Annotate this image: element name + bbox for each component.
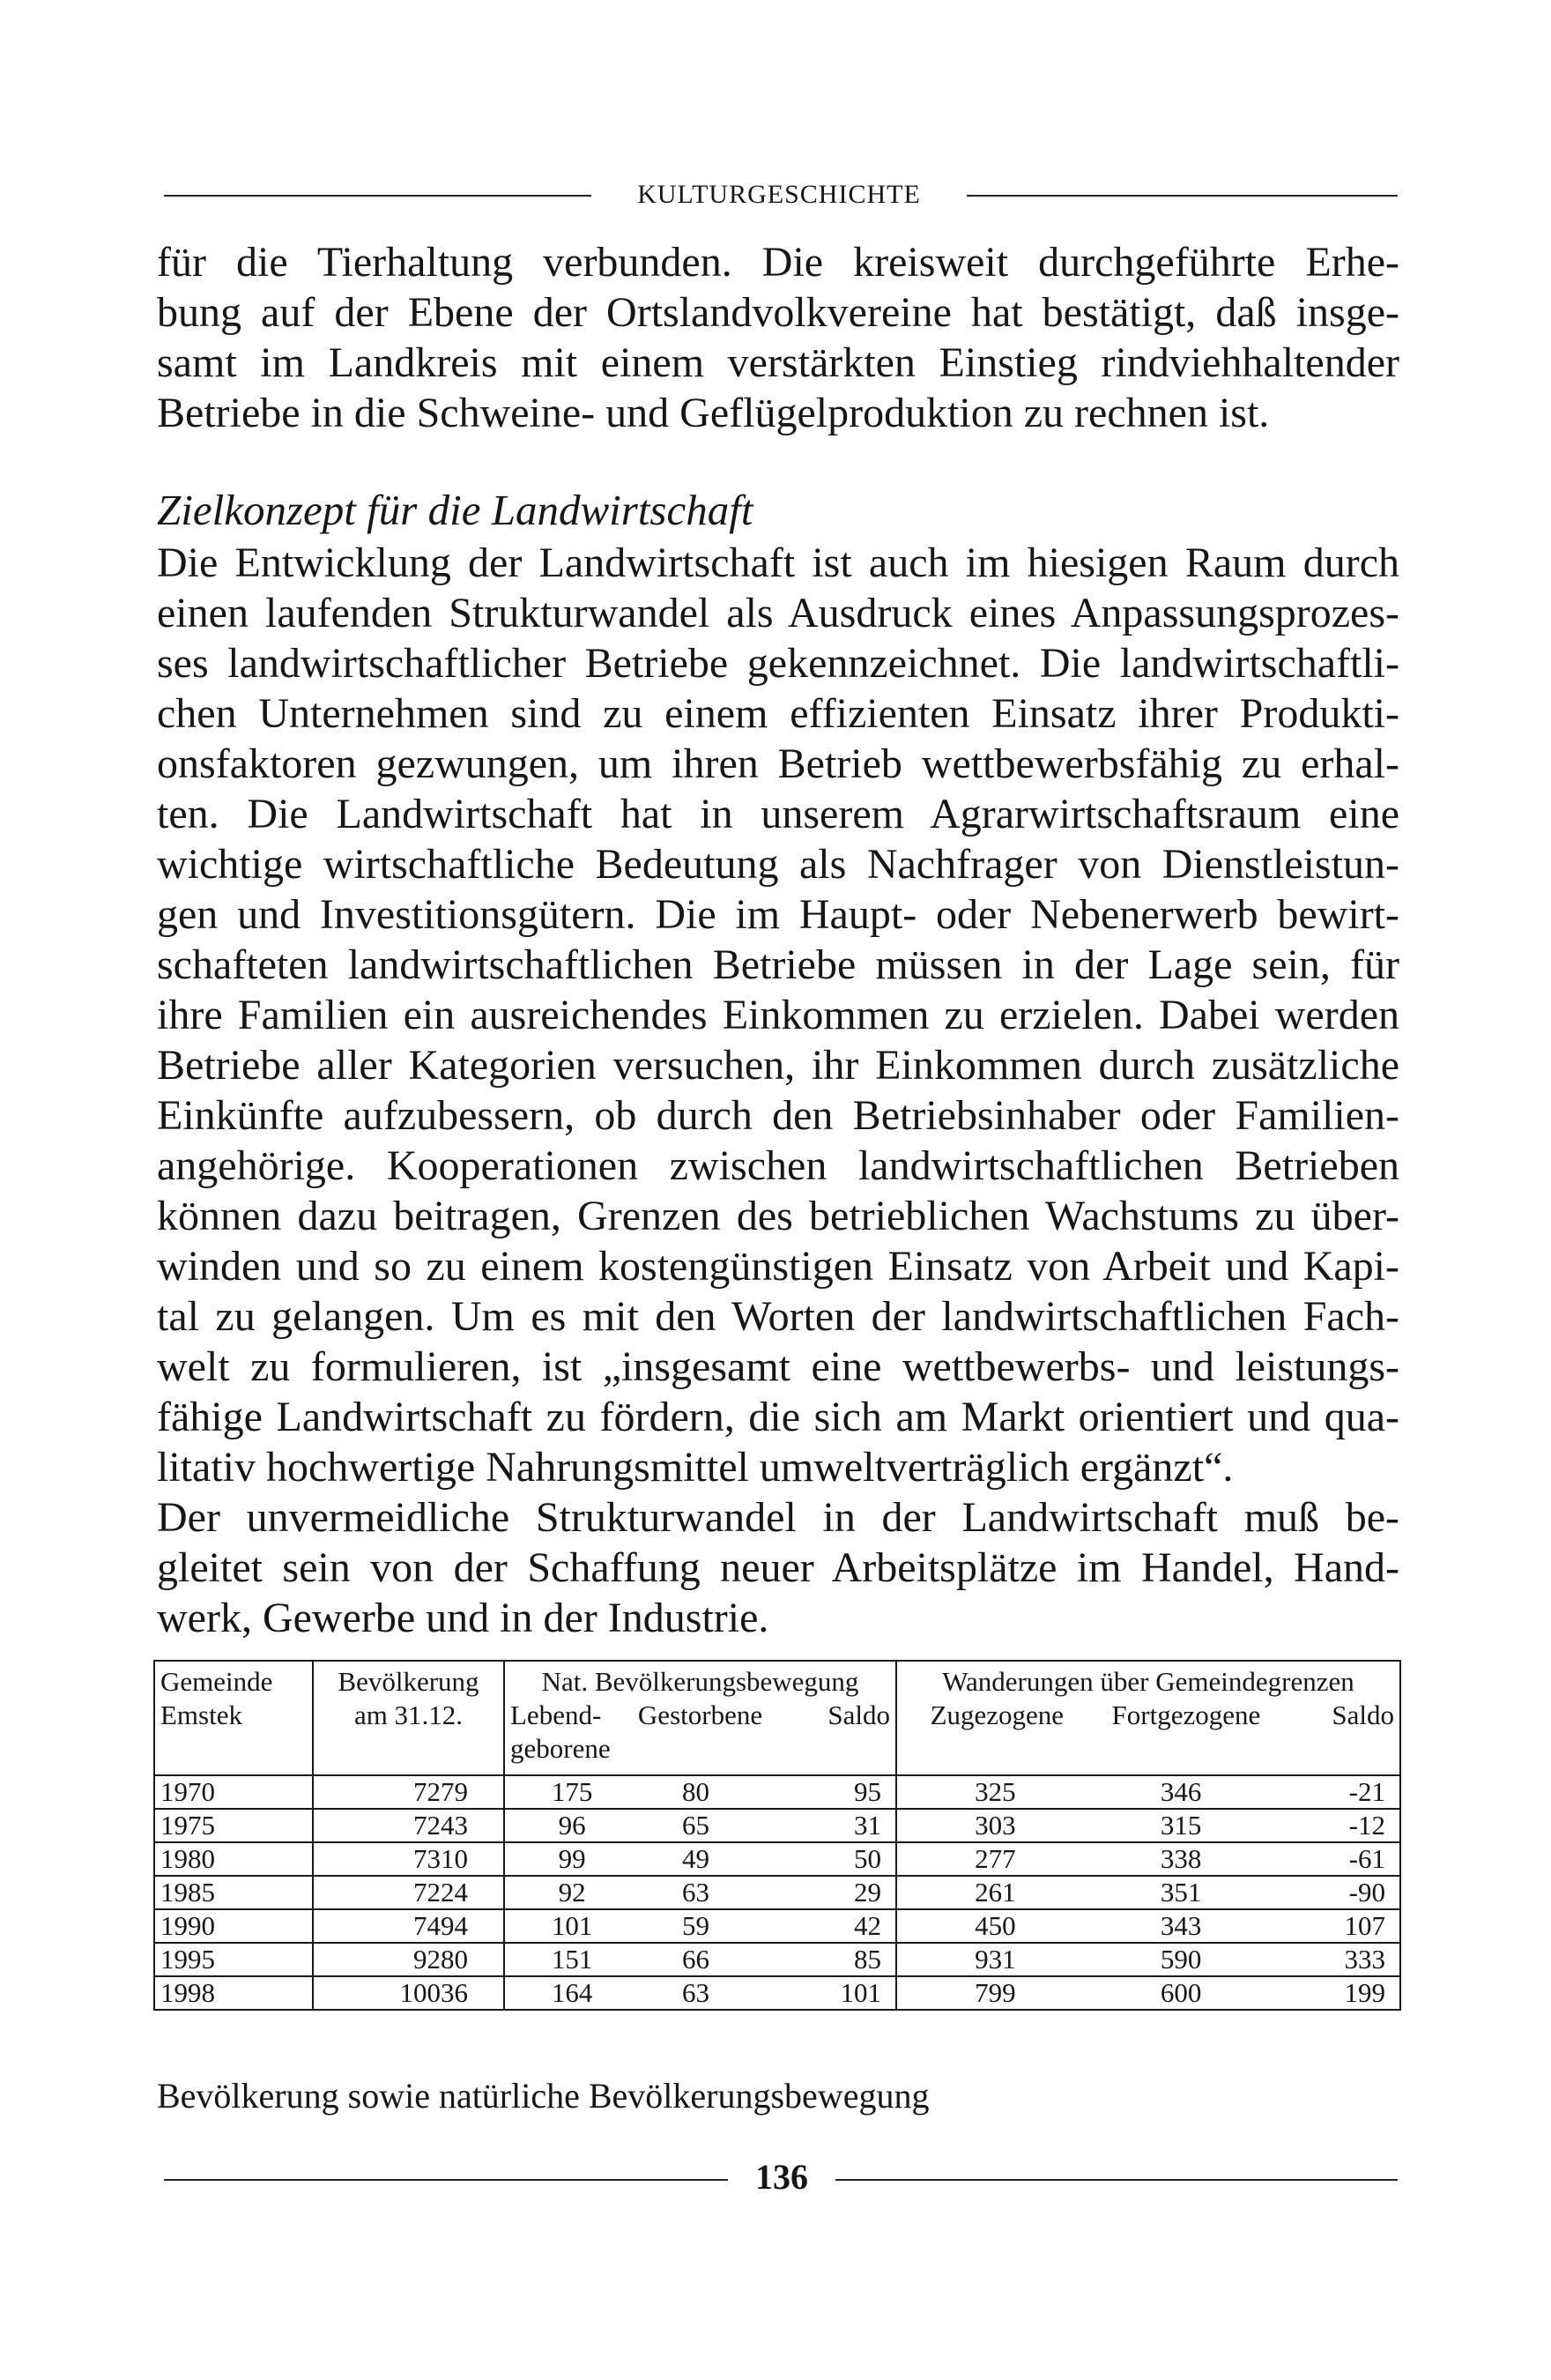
text-line: ses landwirtschaftlicher Betriebe gekennzeichnet. Die landwirtschaftli- — [157, 640, 1399, 687]
cell-departures: 590 — [1160, 1944, 1202, 1975]
text-line: winden und so zu einem kostengünstigen Einsatz von Arbeit und Kapi- — [157, 1243, 1399, 1290]
cell-departures: 600 — [1160, 1977, 1202, 2008]
population-table — [153, 1660, 1401, 2011]
cell-migration — [896, 1943, 1400, 1976]
header-municipality-line2: Emstek — [160, 1699, 242, 1730]
cell-population: 9280 — [313, 1943, 504, 1976]
cell-migration — [896, 1976, 1400, 2010]
cell-deaths: 66 — [681, 1944, 709, 1975]
cell-live-births: 96 — [558, 1810, 586, 1841]
table-row — [154, 1909, 1400, 1943]
cell-arrivals: 277 — [975, 1843, 1016, 1874]
cell-deaths: 63 — [681, 1877, 709, 1908]
text-line: ihre Familien ein ausreichendes Einkommen zu erzielen. Dabei werden — [157, 992, 1399, 1038]
cell-migration — [896, 1842, 1400, 1876]
cell-live-births: 101 — [551, 1910, 593, 1941]
cell-migration-balance: -61 — [1348, 1843, 1385, 1874]
header-live-births: Lebend- — [510, 1699, 602, 1730]
running-header-title: KULTURGESCHICHTE — [637, 180, 921, 209]
cell-departures: 346 — [1160, 1776, 1202, 1807]
cell-deaths: 65 — [681, 1810, 709, 1841]
cell-departures: 315 — [1160, 1810, 1202, 1841]
text-line: onsfaktoren gezwungen, um ihren Betrieb wettbewerbsfähig zu erhal- — [157, 740, 1399, 787]
header-rule-left — [164, 195, 591, 197]
header-migration-title: Wanderungen über Gemeindegrenzen — [942, 1666, 1354, 1697]
cell-natural-movement — [504, 1842, 896, 1876]
cell-arrivals: 450 — [975, 1910, 1016, 1941]
cell-natural-movement — [504, 1909, 896, 1943]
cell-migration — [896, 1775, 1400, 1809]
header-departures: Fortgezogene — [1111, 1699, 1261, 1730]
text-line: litativ hochwertige Nahrungsmittel umweltverträglich ergänzt“. — [157, 1444, 1234, 1491]
cell-migration-balance: 333 — [1344, 1944, 1385, 1975]
header-population — [313, 1661, 504, 1775]
header-natural-movement-title: Nat. Bevölkerungsbewegung — [541, 1666, 859, 1697]
header-migration-sub — [902, 1699, 1394, 1732]
cell-year: 1998 — [154, 1976, 313, 2010]
text-line: Die Entwicklung der Landwirtschaft ist auch im hiesigen Raum durch — [157, 539, 1399, 586]
cell-year: 1980 — [154, 1842, 313, 1876]
cell-migration-balance: 199 — [1344, 1977, 1385, 2008]
header-deaths: Gestorbene — [637, 1699, 763, 1730]
text-line: welt zu formulieren, ist „insgesamt eine wettbewerbs- und leistungs- — [157, 1343, 1399, 1390]
cell-live-births: 151 — [551, 1944, 593, 1975]
header-municipality-line1: Gemeinde — [160, 1666, 273, 1697]
text-line: Der unvermeidliche Strukturwandel in der Landwirtschaft muß be- — [157, 1494, 1399, 1541]
cell-migration-balance: -90 — [1348, 1877, 1385, 1908]
cell-population: 7224 — [313, 1876, 504, 1909]
page-number: 136 — [755, 2157, 808, 2197]
table-row — [154, 1842, 1400, 1876]
table-row — [154, 1976, 1400, 2010]
header-natural-movement — [504, 1661, 896, 1775]
section-heading: Zielkonzept für die Landwirtschaft — [157, 486, 753, 534]
table-row — [154, 1775, 1400, 1809]
cell-natural-balance: 29 — [853, 1877, 881, 1908]
cell-migration — [896, 1809, 1400, 1842]
cell-deaths: 80 — [681, 1776, 709, 1807]
table-row — [154, 1943, 1400, 1976]
page-footer — [164, 2151, 1398, 2204]
table-caption: Bevölkerung sowie natürliche Bevölkerungsbewegung — [157, 2076, 930, 2116]
text-line: Einkünfte aufzubessern, ob durch den Betriebsinhaber oder Familien- — [157, 1092, 1399, 1139]
cell-arrivals: 931 — [975, 1944, 1016, 1975]
text-line: einen laufenden Strukturwandel als Ausdruck eines Anpassungsprozes- — [157, 590, 1399, 636]
cell-population: 7243 — [313, 1809, 504, 1842]
cell-migration — [896, 1909, 1400, 1943]
cell-deaths: 63 — [681, 1977, 709, 2008]
cell-natural-movement — [504, 1943, 896, 1976]
text-line: gen und Investitionsgütern. Die im Haupt- oder Nebenerwerb bewirt- — [157, 891, 1399, 938]
header-natural-movement-sub — [510, 1699, 890, 1732]
header-population-line1: Bevölkerung — [338, 1666, 479, 1697]
cell-natural-movement — [504, 1809, 896, 1842]
cell-population: 7279 — [313, 1775, 504, 1809]
header-migration — [896, 1661, 1400, 1775]
cell-population: 7310 — [313, 1842, 504, 1876]
cell-natural-movement — [504, 1876, 896, 1909]
cell-natural-movement — [504, 1976, 896, 2010]
cell-natural-balance: 50 — [853, 1843, 881, 1874]
cell-departures: 338 — [1160, 1843, 1202, 1874]
cell-departures: 351 — [1160, 1877, 1202, 1908]
cell-deaths: 59 — [681, 1910, 709, 1941]
cell-live-births: 175 — [551, 1776, 593, 1807]
cell-arrivals: 799 — [975, 1977, 1016, 2008]
cell-natural-balance: 101 — [840, 1977, 881, 2008]
header-arrivals: Zugezogene — [930, 1699, 1065, 1730]
text-line: tal zu gelangen. Um es mit den Worten der landwirtschaftlichen Fach- — [157, 1293, 1399, 1340]
footer-rule-right — [835, 2179, 1398, 2181]
cell-arrivals: 303 — [975, 1810, 1016, 1841]
header-migration-balance: Saldo — [1332, 1699, 1394, 1730]
text-line: Betriebe in die Schweine- und Geflügelproduktion zu rechnen ist. — [157, 390, 1270, 436]
text-line: angehörige. Kooperationen zwischen landwirtschaftlichen Betrieben — [157, 1142, 1399, 1189]
text-line: samt im Landkreis mit einem verstärkten Einstieg rindviehhaltender — [157, 339, 1399, 386]
cell-year: 1985 — [154, 1876, 313, 1909]
cell-migration-balance: -12 — [1348, 1810, 1385, 1841]
table-header-row — [154, 1661, 1400, 1775]
text-line: werk, Gewerbe und in der Industrie. — [157, 1595, 769, 1641]
cell-natural-balance: 85 — [853, 1944, 881, 1975]
table-row — [154, 1876, 1400, 1909]
header-rule-right — [967, 195, 1398, 197]
cell-migration-balance: -21 — [1348, 1776, 1385, 1807]
cell-population: 10036 — [313, 1976, 504, 2010]
table-row — [154, 1809, 1400, 1842]
text-line: schafteten landwirtschaftlichen Betriebe müssen in der Lage sein, für — [157, 941, 1399, 988]
cell-year: 1990 — [154, 1909, 313, 1943]
header-live-births-line2: geborene — [510, 1733, 611, 1764]
cell-arrivals: 325 — [975, 1776, 1016, 1807]
cell-year: 1995 — [154, 1943, 313, 1976]
text-line: Betriebe aller Kategorien versuchen, ihr Einkommen durch zusätzliche — [157, 1042, 1399, 1089]
cell-migration-balance: 107 — [1344, 1910, 1385, 1941]
text-line: fähige Landwirtschaft zu fördern, die sich am Markt orientiert und qua- — [157, 1394, 1399, 1440]
cell-live-births: 164 — [551, 1977, 593, 2008]
cell-live-births: 92 — [558, 1877, 586, 1908]
footer-rule-left — [164, 2179, 728, 2181]
header-municipality — [154, 1661, 313, 1775]
cell-migration — [896, 1876, 1400, 1909]
cell-year: 1970 — [154, 1775, 313, 1809]
text-line: chen Unternehmen sind zu einem effizienten Einsatz ihrer Produkti- — [157, 690, 1399, 737]
text-line: für die Tierhaltung verbunden. Die kreisweit durchgeführte Erhe- — [157, 239, 1399, 286]
cell-year: 1975 — [154, 1809, 313, 1842]
text-line: wichtige wirtschaftliche Bedeutung als Nachfrager von Dienstleistun- — [157, 841, 1399, 888]
cell-departures: 343 — [1160, 1910, 1202, 1941]
cell-natural-movement — [504, 1775, 896, 1809]
running-header — [164, 173, 1398, 217]
cell-arrivals: 261 — [975, 1877, 1016, 1908]
cell-deaths: 49 — [681, 1843, 709, 1874]
text-line: können dazu beitragen, Grenzen des betrieblichen Wachstums zu über- — [157, 1193, 1399, 1239]
text-line: ten. Die Landwirtschaft hat in unserem Agrarwirtschaftsraum eine — [157, 791, 1399, 837]
header-population-line2: am 31.12. — [353, 1699, 464, 1730]
cell-natural-balance: 42 — [853, 1910, 881, 1941]
header-natural-balance: Saldo — [827, 1699, 891, 1730]
cell-natural-balance: 31 — [853, 1810, 881, 1841]
cell-live-births: 99 — [558, 1843, 586, 1874]
cell-natural-balance: 95 — [853, 1776, 881, 1807]
cell-population: 7494 — [313, 1909, 504, 1943]
text-line: bung auf der Ebene der Ortslandvolkvereine hat bestätigt, daß insge- — [157, 289, 1399, 336]
text-line: gleitet sein von der Schaffung neuer Arbeitsplätze im Handel, Hand- — [157, 1544, 1399, 1591]
